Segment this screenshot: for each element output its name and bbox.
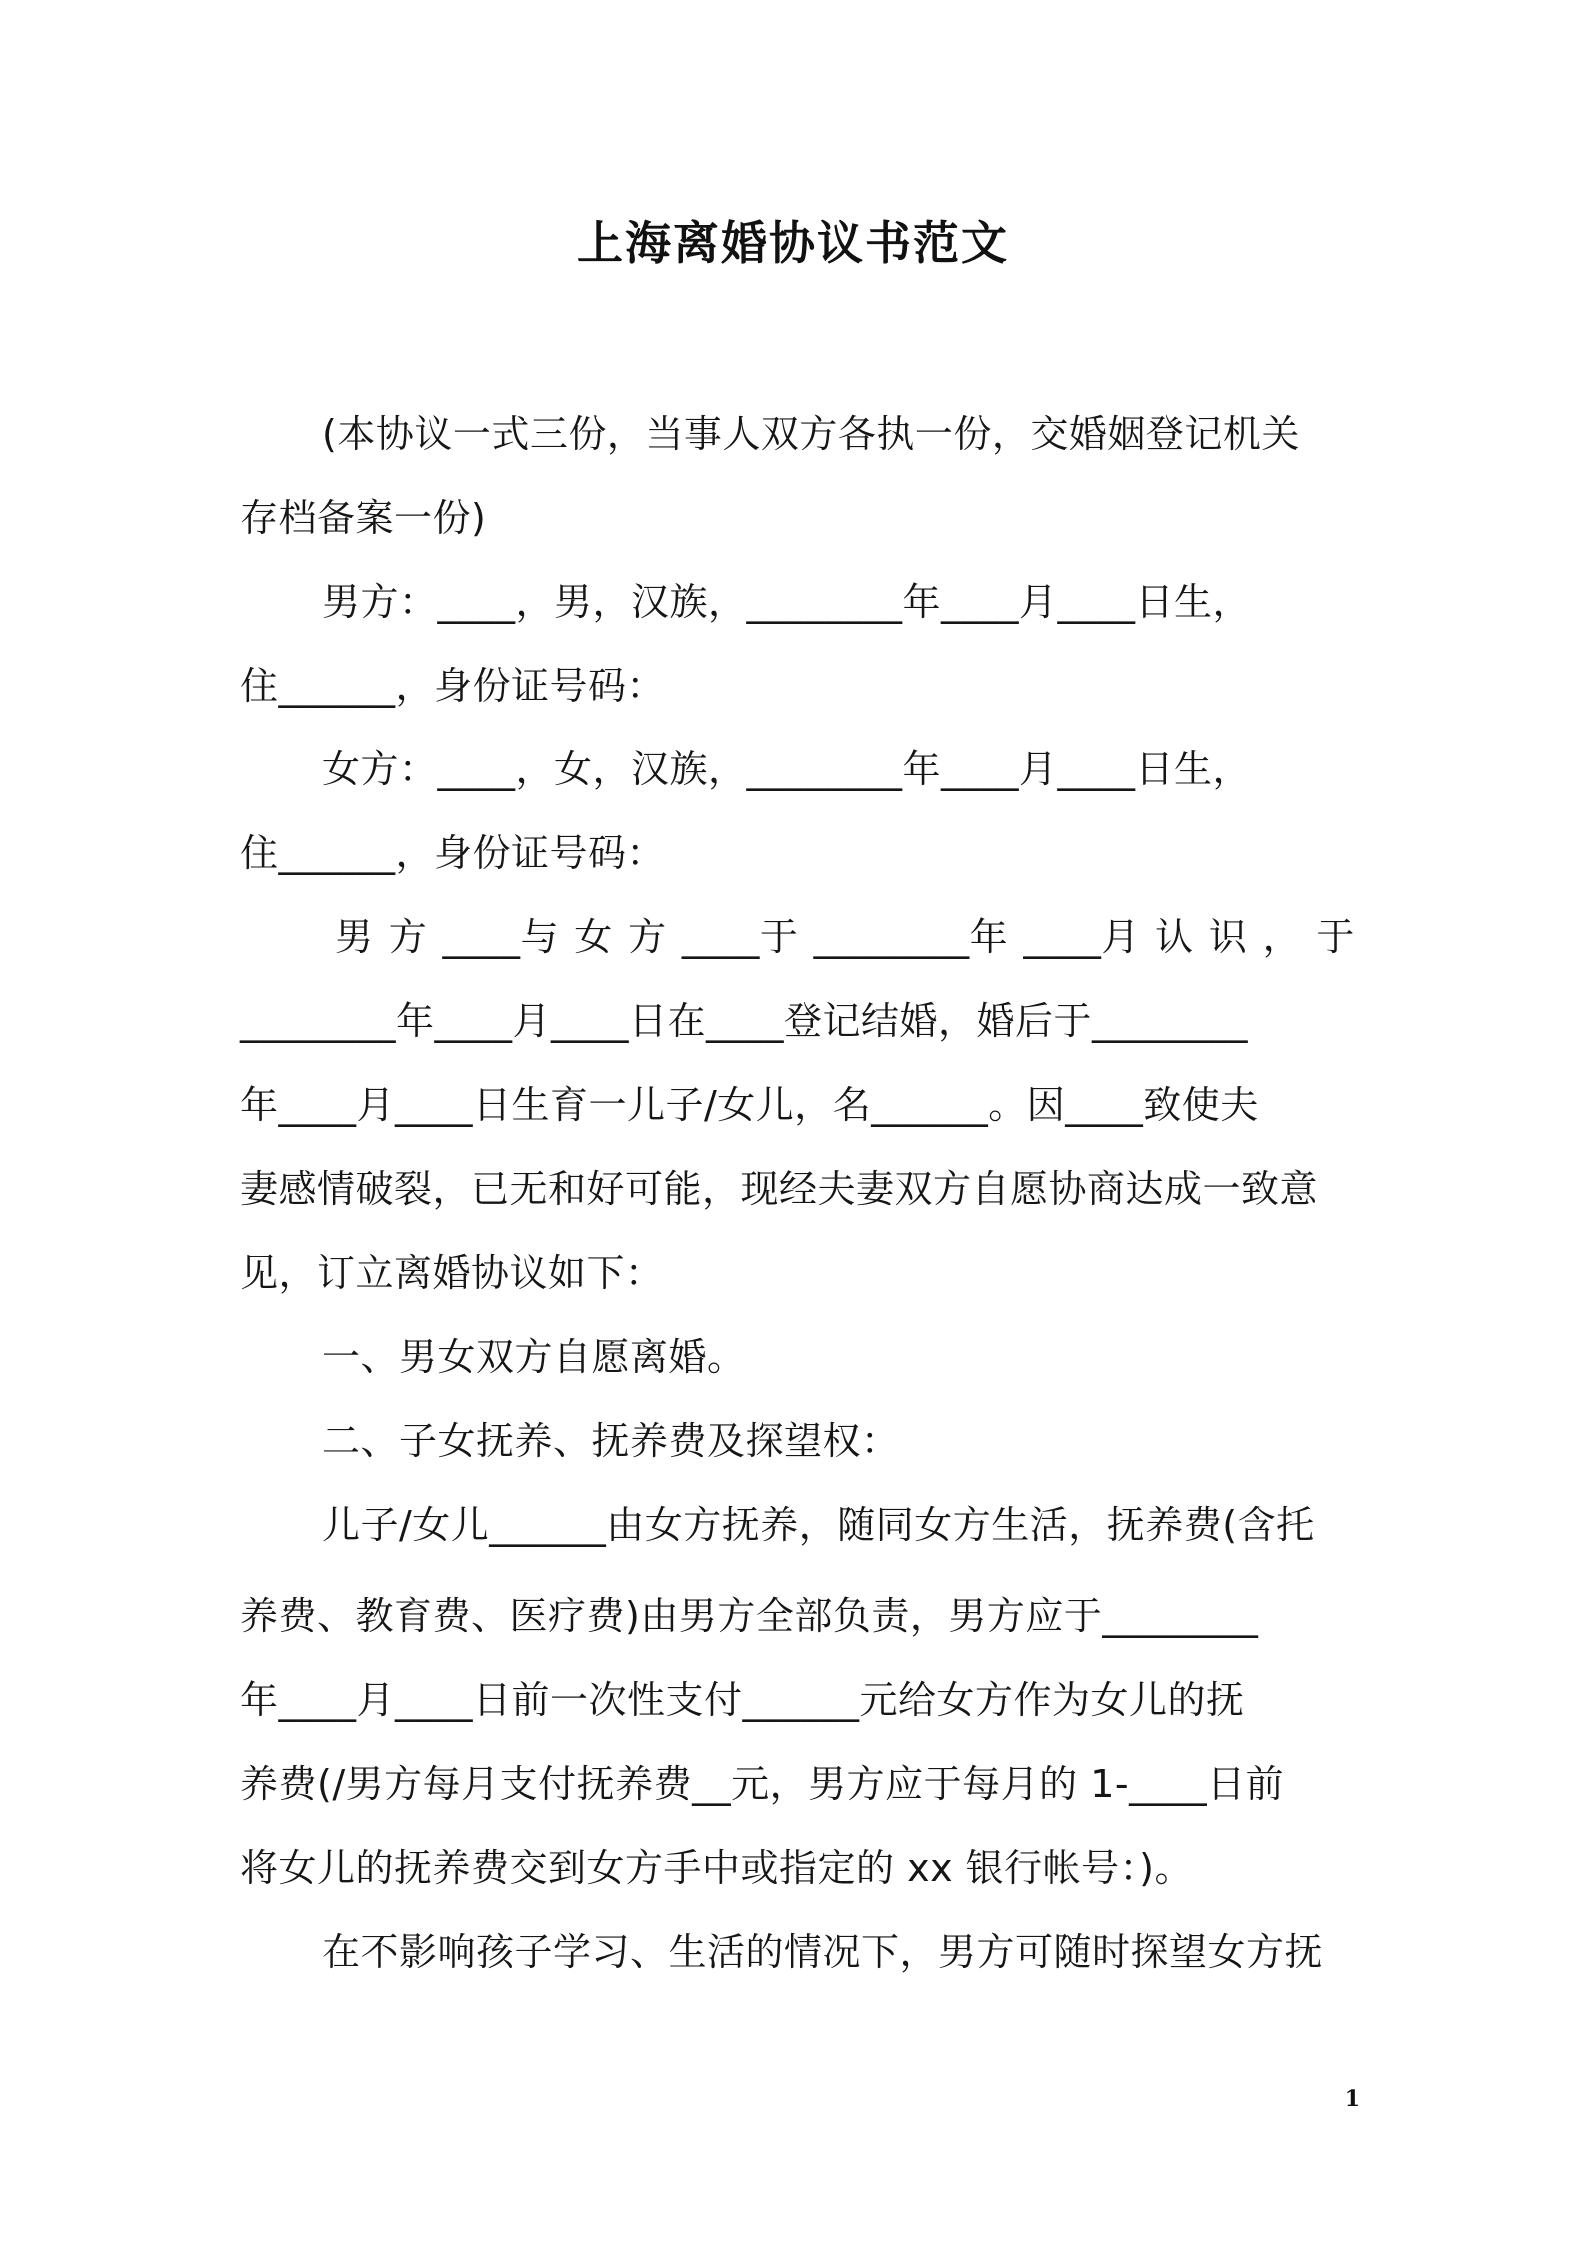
justified-line-part: ， xyxy=(1262,915,1302,959)
page-number: 1 xyxy=(1344,2086,1360,2112)
section-heading: 一、男女双方自愿离婚。 xyxy=(322,1335,746,1379)
paragraph-line: 年____月____日生育一儿子/女儿，名______。因____致使夫 xyxy=(240,1083,1259,1127)
paragraph-line: (本协议一式三份，当事人双方各执一份，交婚姻登记机关 xyxy=(322,412,1300,456)
paragraph-line: 养费、教育费、医疗费)由男方全部负责，男方应于________ xyxy=(240,1594,1259,1638)
paragraph-line: 见，订立离婚协议如下： xyxy=(240,1251,664,1295)
justified-line-part: 识 xyxy=(1208,915,1248,959)
justified-line-part: 女 xyxy=(574,915,613,959)
justified-paragraph-line xyxy=(335,909,1355,965)
paragraph-line: 住______，身份证号码： xyxy=(240,664,666,708)
justified-line-part: 方 xyxy=(388,915,428,959)
justified-line-part: ____于 xyxy=(681,915,799,959)
paragraph-line: 女方：____，女，汉族，________年____月____日生， xyxy=(322,747,1252,791)
paragraph-line: ________年____月____日在____登记结婚，婚后于________ xyxy=(240,999,1249,1043)
justified-line-part: ____与 xyxy=(442,915,560,959)
justified-line-part: ____月 xyxy=(1023,915,1140,959)
paragraph-line: 存档备案一份) xyxy=(240,496,487,540)
justified-line-part: 男 xyxy=(335,915,374,959)
paragraph-line: 年____月____日前一次性支付______元给女方作为女儿的抚 xyxy=(240,1678,1245,1722)
paragraph-line: 妻感情破裂，已无和好可能，现经夫妻双方自愿协商达成一致意 xyxy=(240,1167,1319,1211)
section-heading: 二、子女抚养、抚养费及探望权： xyxy=(322,1419,900,1463)
paragraph-line: 养费(/男方每月支付抚养费__元，男方应于每月的 1-____日前 xyxy=(240,1762,1285,1806)
justified-line-part: 方 xyxy=(628,915,667,959)
paragraph-line: 将女儿的抚养费交到女方手中或指定的 xx 银行帐号：)。 xyxy=(240,1846,1193,1890)
justified-line-part: 于 xyxy=(1316,915,1355,959)
paragraph-line: 在不影响孩子学习、生活的情况下，男方可随时探望女方抚 xyxy=(322,1930,1324,1974)
document-title: 上海离婚协议书范文 xyxy=(577,216,1009,270)
justified-line-part: 认 xyxy=(1155,915,1194,959)
paragraph-line: 住______，身份证号码： xyxy=(240,831,666,875)
paragraph-line: 儿子/女儿______由女方抚养，随同女方生活，抚养费(含托 xyxy=(322,1503,1315,1547)
justified-line-part: ________年 xyxy=(813,915,1009,959)
paragraph-line: 男方：____，男，汉族，________年____月____日生， xyxy=(322,580,1252,624)
